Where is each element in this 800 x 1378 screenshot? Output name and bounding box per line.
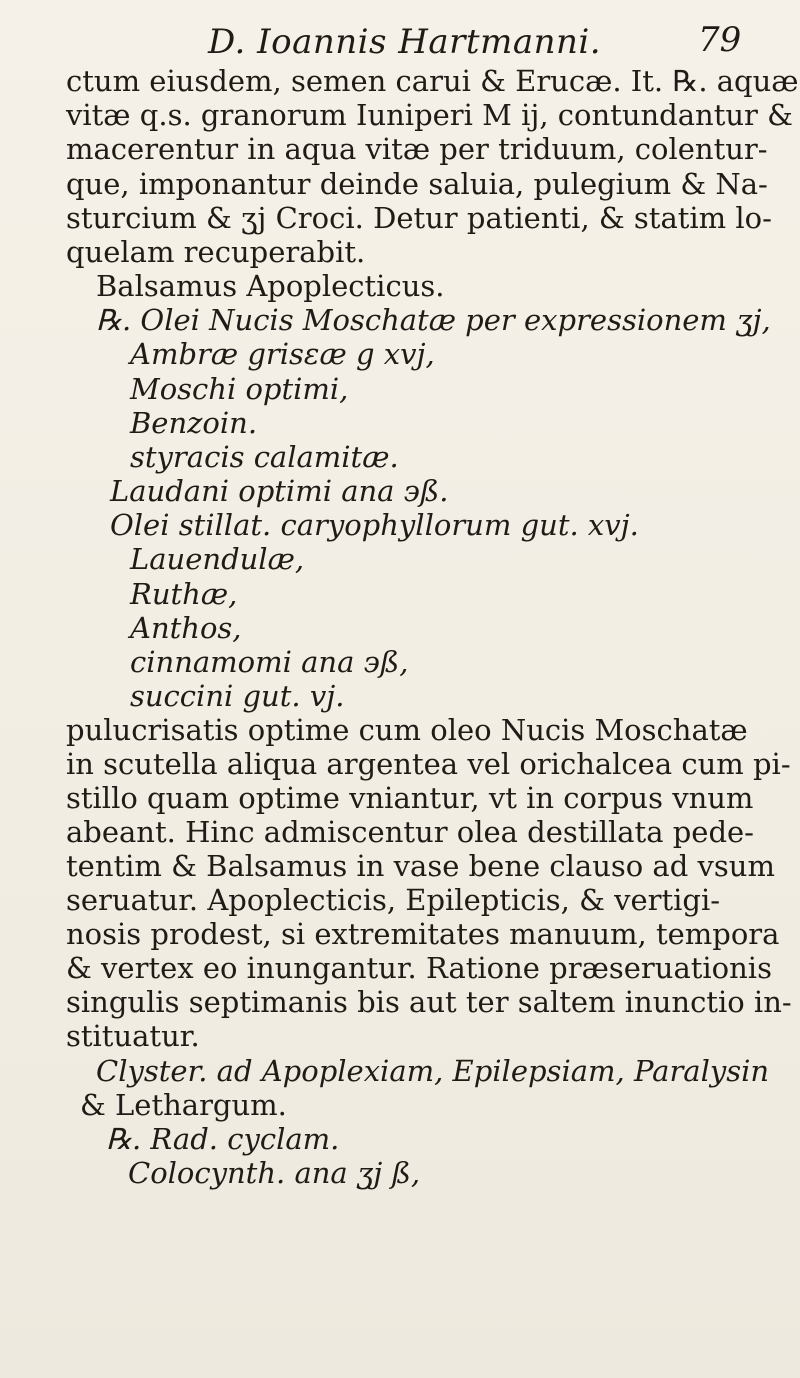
recipe-line: Ruthæ, xyxy=(130,577,238,611)
text-line: vitæ q.s. granorum Iuniperi M ij, contundantur & xyxy=(66,98,793,132)
text-line: pulucrisatis optime cum oleo Nucis Moschatæ xyxy=(66,713,748,747)
text-line: & Lethargum. xyxy=(80,1088,287,1122)
text-line: singulis septimanis bis aut ter saltem inunctio in- xyxy=(66,985,792,1019)
recipe-line: Lauendulæ, xyxy=(130,542,305,576)
text-line: quelam recuperabit. xyxy=(66,235,366,269)
text-line: abeant. Hinc admiscentur olea destillata pede- xyxy=(66,815,754,849)
text-line: in scutella aliqua argentea vel orichalcea cum pi- xyxy=(66,747,791,781)
recipe-line: Laudani optimi ana ϶ß. xyxy=(110,474,449,508)
page-header xyxy=(0,18,800,68)
section-heading: Balsamus Apoplecticus. xyxy=(96,269,445,303)
recipe-line: Anthos, xyxy=(130,611,242,645)
recipe-line: ℞. Olei Nucis Moschatæ per expressionem ʒj, xyxy=(96,303,771,337)
text-line: tentim & Balsamus in vase bene clauso ad vsum xyxy=(66,849,775,883)
running-title: D. Ioannis Hartmanni. xyxy=(208,22,602,62)
recipe-line: cinnamomi ana ϶ß, xyxy=(130,645,409,679)
recipe-line: Benzoin. xyxy=(130,406,258,440)
recipe-line: Ambræ grisεæ g xvj, xyxy=(130,337,435,371)
recipe-line: Colocynth. ana ʒj ß, xyxy=(128,1156,421,1190)
page-number: 79 xyxy=(698,20,742,60)
text-line: que, imponantur deinde saluia, pulegium & Na- xyxy=(66,167,768,201)
text-line: stituatur. xyxy=(66,1019,200,1053)
section-heading: Clyster. ad Apoplexiam, Epilepsiam, Paralysin xyxy=(96,1054,770,1088)
text-line: ctum eiusdem, semen carui & Erucæ. It. ℞. aquæ xyxy=(66,64,799,98)
text-line: stillo quam optime vniantur, vt in corpus vnum xyxy=(66,781,754,815)
recipe-line: ℞. Rad. cyclam. xyxy=(106,1122,340,1156)
text-line: nosis prodest, si extremitates manuum, tempora xyxy=(66,917,780,951)
recipe-line: succini gut. vj. xyxy=(130,679,345,713)
text-line: macerentur in aqua vitæ per triduum, colentur- xyxy=(66,132,768,166)
recipe-line: styracis calamitæ. xyxy=(130,440,399,474)
recipe-line: Moschi optimi, xyxy=(130,372,349,406)
text-line: sturcium & ʒj Croci. Detur patienti, & statim lo- xyxy=(66,201,772,235)
text-line: seruatur. Apoplecticis, Epilepticis, & vertigi- xyxy=(66,883,721,917)
text-line: & vertex eo inungantur. Ratione præseruationis xyxy=(66,951,772,985)
recipe-line: Olei stillat. caryophyllorum gut. xvj. xyxy=(110,508,639,542)
